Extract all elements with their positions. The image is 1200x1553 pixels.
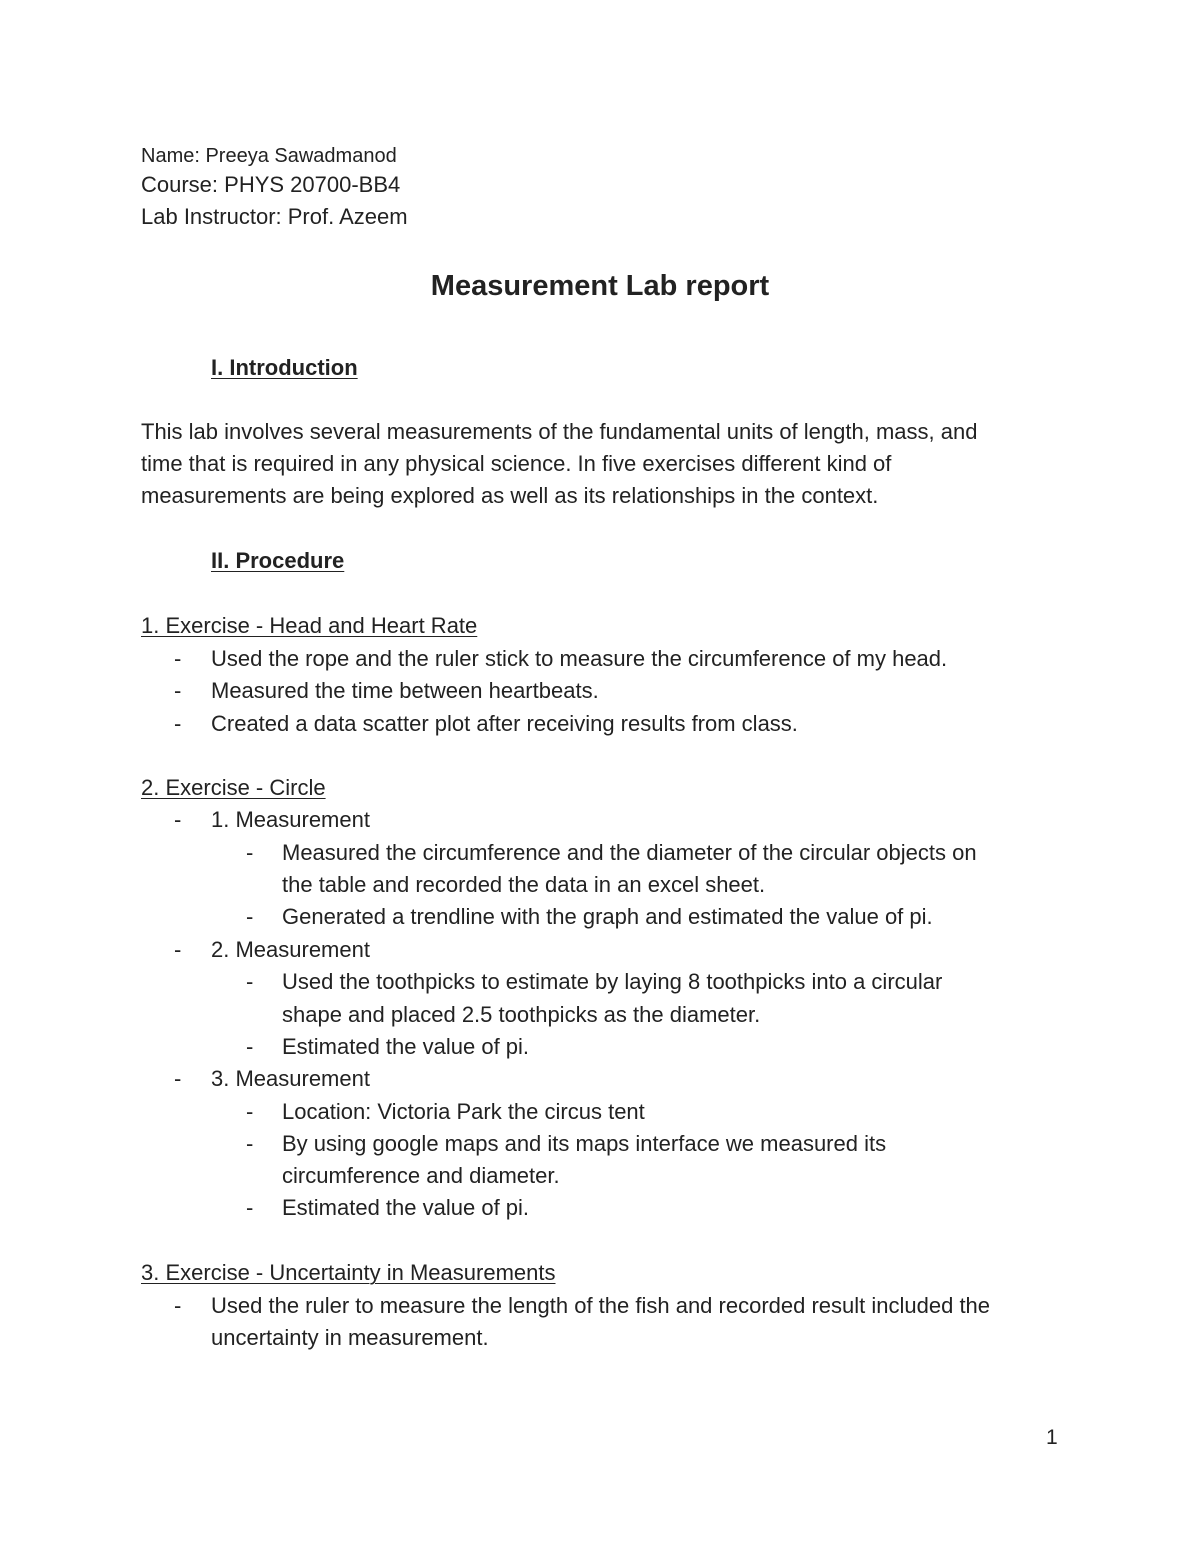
bullet-dash: - — [174, 807, 182, 832]
bullet-dash: - — [174, 646, 182, 671]
list-item-continuation: shape and placed 2.5 toothpicks as the diameter. — [282, 1002, 761, 1027]
bullet-dash: - — [174, 937, 182, 962]
list-item: By using google maps and its maps interface we measured its — [282, 1131, 887, 1156]
list-item-continuation: the table and recorded the data in an excel sheet. — [282, 872, 766, 897]
list-item: Used the rope and the ruler stick to measure the circumference of my head. — [211, 646, 948, 671]
intro-line-3: measurements are being explored as well as its relationships in the context. — [141, 483, 879, 508]
measurement-3-label: 3. Measurement — [211, 1066, 370, 1091]
sub-bullet-dash: - — [246, 969, 254, 994]
student-name: Name: Preeya Sawadmanod — [141, 145, 397, 167]
sub-bullet-dash: - — [246, 840, 254, 865]
bullet-dash: - — [174, 1066, 182, 1091]
list-item: Used the toothpicks to estimate by laying 8 toothpicks into a circular — [282, 969, 943, 994]
measurement-2-label: 2. Measurement — [211, 937, 370, 962]
sub-bullet-dash: - — [246, 1034, 254, 1059]
exercise-2-heading: 2. Exercise - Circle — [141, 775, 326, 800]
procedure-heading: II. Procedure — [211, 548, 345, 573]
course-line: Course: PHYS 20700-BB4 — [141, 172, 401, 197]
instructor-line: Lab Instructor: Prof. Azeem — [141, 204, 408, 229]
sub-bullet-dash: - — [246, 1131, 254, 1156]
measurement-1-label: 1. Measurement — [211, 807, 370, 832]
list-item: Measured the time between heartbeats. — [211, 678, 599, 703]
page-number: 1 — [1046, 1426, 1058, 1449]
bullet-dash: - — [174, 678, 182, 703]
sub-bullet-dash: - — [246, 1099, 254, 1124]
list-item: Generated a trendline with the graph and estimated the value of pi. — [282, 904, 933, 929]
bullet-dash: - — [174, 711, 182, 736]
list-item: Location: Victoria Park the circus tent — [282, 1099, 645, 1124]
list-item: Estimated the value of pi. — [282, 1195, 530, 1220]
intro-line-1: This lab involves several measurements of the fundamental units of length, mass, and — [141, 419, 978, 444]
page-title: Measurement Lab report — [430, 270, 770, 302]
exercise-3-heading: 3. Exercise - Uncertainty in Measurements — [141, 1260, 556, 1285]
sub-bullet-dash: - — [246, 904, 254, 929]
bullet-dash: - — [174, 1293, 182, 1318]
list-item: Used the ruler to measure the length of the fish and recorded result included the — [211, 1293, 991, 1318]
list-item: Created a data scatter plot after receiving results from class. — [211, 711, 798, 736]
sub-bullet-dash: - — [246, 1195, 254, 1220]
list-item: Measured the circumference and the diameter of the circular objects on — [282, 840, 977, 865]
list-item-continuation: circumference and diameter. — [282, 1163, 560, 1188]
introduction-heading: I. Introduction — [211, 355, 358, 380]
list-item-continuation: uncertainty in measurement. — [211, 1325, 489, 1350]
list-item: Estimated the value of pi. — [282, 1034, 530, 1059]
exercise-1-heading: 1. Exercise - Head and Heart Rate — [141, 613, 478, 638]
intro-line-2: time that is required in any physical science. In five exercises different kind of — [141, 451, 892, 476]
